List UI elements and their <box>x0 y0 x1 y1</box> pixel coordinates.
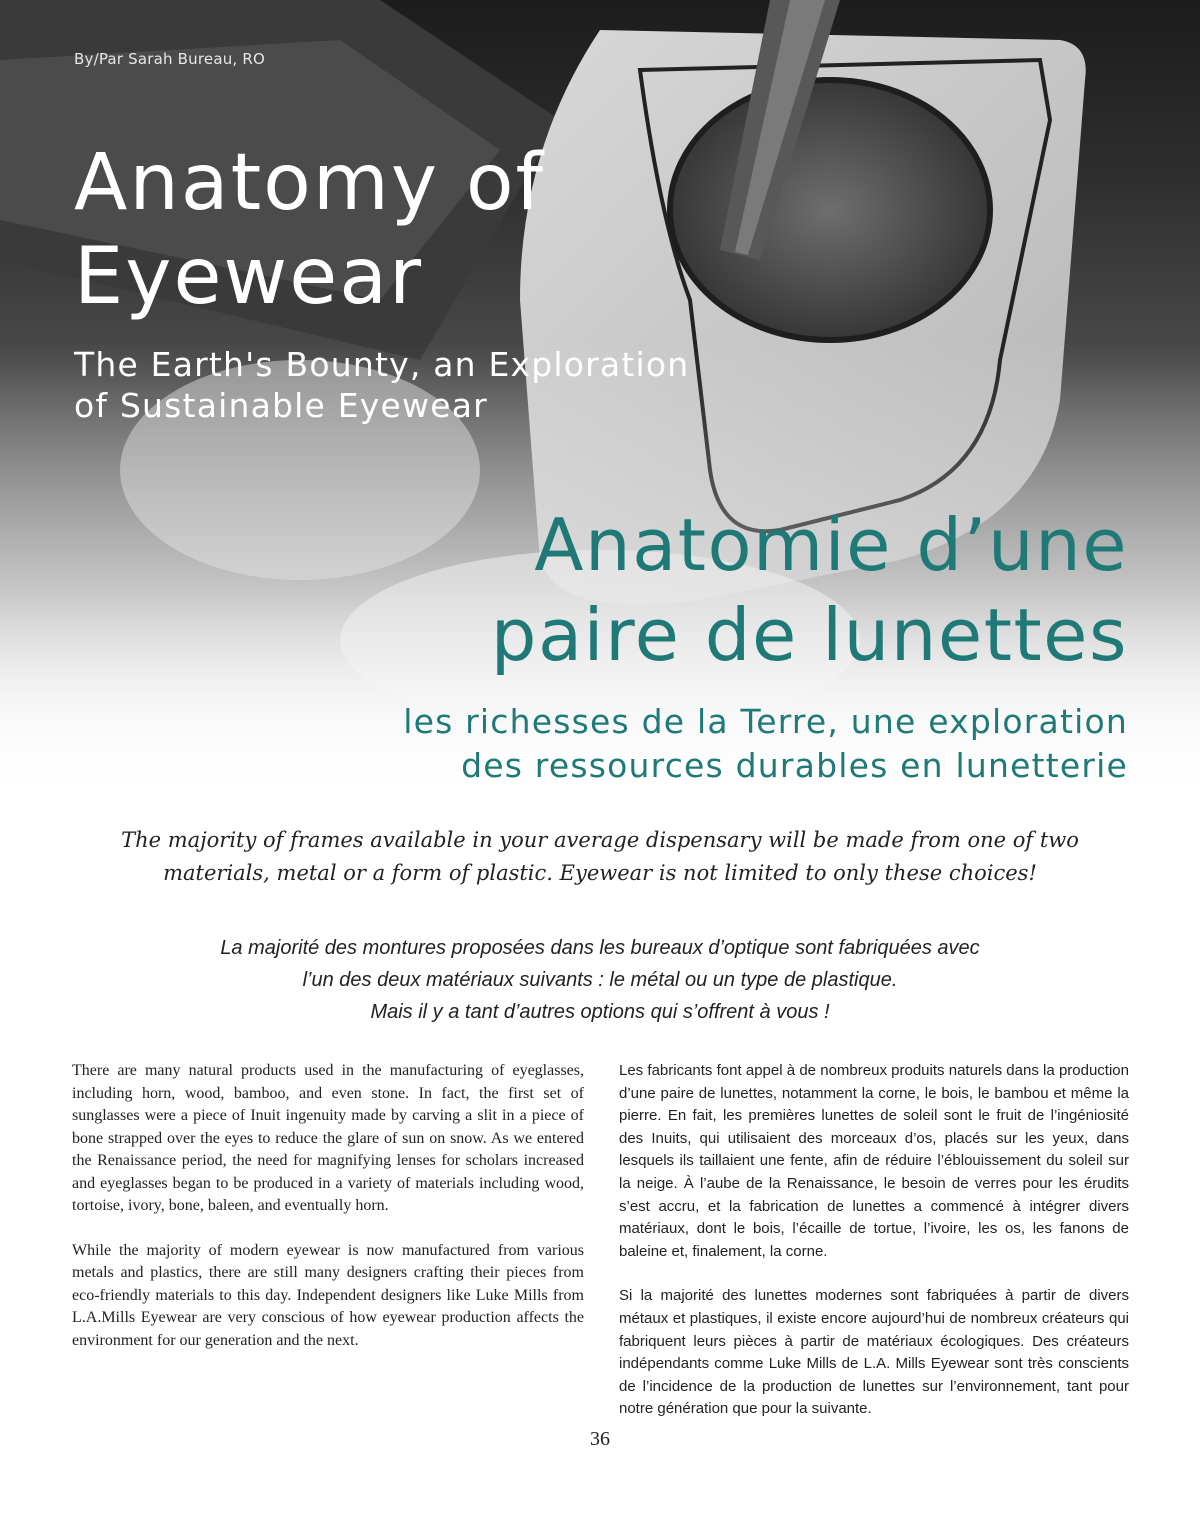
title-fr-line2: paire de lunettes <box>490 593 1128 677</box>
title-en-line2: Eyewear <box>74 232 424 322</box>
subtitle-en-line1: The Earth's Bounty, an Exploration <box>74 345 690 384</box>
intro-en <box>60 824 1140 890</box>
intro-fr-line3: Mais il y a tant d’autres options qui s’offrent à vous ! <box>370 1001 830 1023</box>
subtitle-fr-line1: les richesses de la Terre, une exploration <box>403 702 1128 741</box>
body-en-paragraph-2: While the majority of modern eyewear is now manufactured from various metals and plastics, there are still many designers crafting their pieces from eco-friendly materials to this day. Independent designers like Luke Mills from L.A.Mills Eyewear are very conscious of how eyewear production affects the environment for our generation and the next. <box>72 1241 584 1349</box>
body-en-paragraph-1: There are many natural products used in the manufacturing of eyeglasses, including horn, wood, bamboo, and even stone. In fact, the first set of sunglasses were a piece of Inuit ingenuity made by carving a slit in a piece of bone strapped over the eyes to reduce the glare of sun on snow. As we entered the Renaissance period, the need for magnifying lenses for scholars increased and eyeglasses began to be produced in a variety of materials including wood, tortoise, ivory, bone, baleen, and eventually horn. <box>72 1062 584 1214</box>
intro-en-line2: materials, metal or a form of plastic. Eyewear is not limited to only these choices! <box>163 861 1037 885</box>
intro-fr <box>60 932 1140 1028</box>
page-number: 36 <box>590 1428 610 1450</box>
body-fr-paragraph-1: Les fabricants font appel à de nombreux produits naturels dans la production d’une paire de lunettes, notamment la corne, le bois, le bambou et même la pierre. En fait, les premières lunettes de soleil sont le fruit de l’ingéniosité des Inuits, qui utilisaient des morceaux d’os, placés sur les yeux, dans lesquels ils taillaient une fente, afin de réduire l’éblouissement du soleil sur la neige. À l’aube de la Renaissance, le besoin de verres pour les érudits s’est accru, et la fabrication de lunettes a commencé à intégrer divers matériaux, dont le bois, l’écaille de tortue, l’ivoire, les os, les fanons de baleine et, finalement, la corne. <box>619 1062 1129 1260</box>
title-en-line1: Anatomy of <box>74 138 546 228</box>
body-fr-paragraph-2: Si la majorité des lunettes modernes sont fabriquées à partir de divers métaux et plastiques, il existe encore aujourd’hui de nombreux créateurs qui fabriquent leurs pièces à partir de matériaux écologiques. Des créateurs indépendants comme Luke Mills de L.A. Mills Eyewear sont très conscients de l’incidence de la production de lunettes sur l’environnement, tant pour notre génération que pour la suivante. <box>619 1287 1129 1418</box>
title-fr <box>228 500 1128 680</box>
intro-fr-line1: La majorité des montures proposées dans les bureaux d’optique sont fabriquées avec <box>220 937 980 959</box>
intro-fr-line2: l’un des deux matériaux suivants : le métal ou un type de plastique. <box>302 969 898 991</box>
subtitle-fr-line2: des ressources durables en lunetterie <box>461 746 1128 785</box>
title-en <box>74 136 754 324</box>
byline: By/Par Sarah Bureau, RO <box>74 50 265 68</box>
subtitle-en-line2: of Sustainable Eyewear <box>74 386 488 425</box>
title-fr-line1: Anatomie d’une <box>534 503 1128 587</box>
subtitle-en <box>74 344 834 426</box>
body-column-en <box>72 1060 584 1374</box>
intro-en-line1: The majority of frames available in your average dispensary will be made from one of two <box>121 828 1079 852</box>
body-column-fr <box>619 1060 1129 1443</box>
subtitle-fr <box>228 700 1128 788</box>
